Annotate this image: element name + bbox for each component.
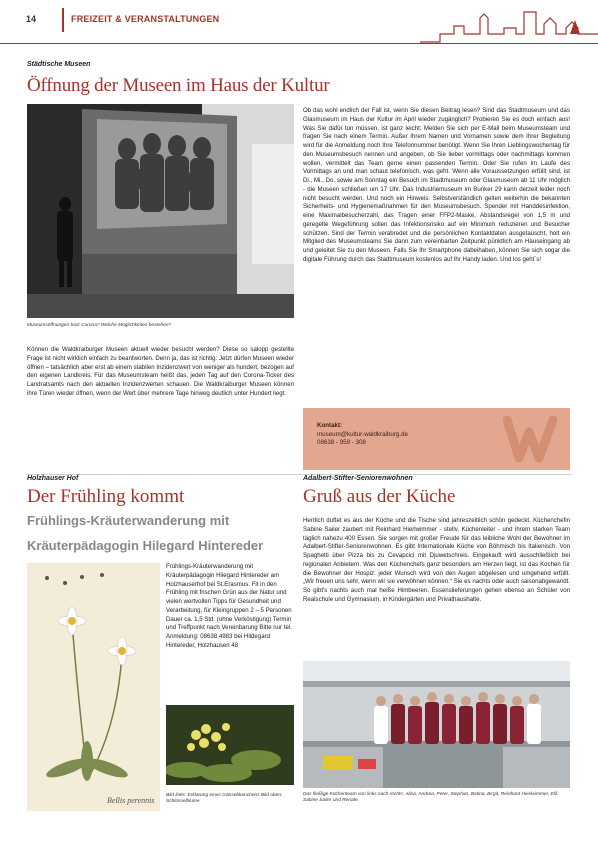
museum-photo — [27, 104, 294, 318]
museum-headline: Öffnung der Museen im Haus der Kultur — [27, 75, 330, 96]
museum-body-text: Ob das wohl endlich der Fall ist, wenn Sie diesen Beitrag lesen? Sind das Stadtmuseum und das Glasmuseum im Haus der Kultur im April wieder zugänglich? Probieren Sie es doch einfach aus! Was Sie dafür tun müssen, ist ganz leicht: Melden Sie sich per E-Mail beim Museumsteam und fragen Sie nach einem Termin. Außer Ihrem Namen und Vornamen sowie dem Ihrer Begleitung wird für die Anmeldung noch Ihre Telefonnummer benötigt. Wenn Sie Ihren Lieblingswochentag für den Museumsbesuch nennen und angeben, ob Sie lieber vormittags oder nachmittags kommen wollen, vermittelt das Team gerne einen passenden Termin. Oder Sie rufen im Laufe des Vormittags an und man schaut telefonisch, was geht. Wenn alle Voraussetzungen erfüllt sind, ist Di., Mi., Do. sowie am Sonntag ein Besuch im Stadtmuseum oder Glasmuseum ab 11 Uhr möglich - die Museen schließen um 17 Uhr. Das Industriemuseum im Bunker 29 kann derzeit leider noch nicht besucht werden. Und noch ein Hinweis: Selbstverständlich gelten weiterhin die bekannten Sicherheits- und Hygienemaßnahmen für den Museumsbesuch. Spender mit Handdesinfektion, eine Maximalbesucherzahl, das Tragen einer FFP2-Maske, Abstandsregel von 1,5 m und geregelte Wegeführung sollen das Infektionsrisiko auf ein Minimum reduzieren und Besucher schützen. Sind der Termin verabredet und die persönlichen Kontaktdaten ausgetauscht, holt ein Mitglied des Museumsteams Sie dann zum vereinbarten Zeitpunkt pünktlich am Hauseingang ab und geleitet Sie zu den Museen. Falls Sie Ihr Smartphone dabeihaben, können Sie sich sogar die digitale Führung durch das Stadtmuseum kostenlos auf Ihr Handy laden. Und los geht´s! — [303, 107, 570, 263]
section-title: FREIZEIT & VERANSTALTUNGEN — [71, 14, 220, 24]
kitchen-team-photo — [303, 661, 570, 788]
spring-photo-caption: Bild links: Erklärung eines Gänseblümchens Bild oben: Schlüsselblume — [166, 793, 283, 805]
spring-headline: Der Frühling kommt — [27, 486, 185, 507]
spring-kicker: Holzhauser Hof — [27, 475, 79, 482]
contact-email[interactable]: museum@kultur-waldkraiburg.de — [317, 430, 408, 438]
contact-phone: 08638 - 959 - 308 — [317, 439, 366, 447]
kitchen-headline: Gruß aus der Küche — [303, 486, 456, 507]
waldkraiburg-logo-icon — [503, 414, 563, 464]
spring-subhead-2: Kräuterpädagogin Hilegard Hintereder — [27, 538, 264, 553]
kitchen-photo-caption: Das fleißige Küchenteam von links nach rechts: Alina, Andrea, Peter, Stephan, Betina, Birgit, Reinhard Hierlwimmer, Elif, Sabine Sailer und Renate. — [303, 792, 559, 804]
header-divider — [62, 8, 64, 32]
page-header — [0, 0, 598, 40]
museum-kicker: Städtische Museen — [27, 61, 91, 68]
page-number: 14 — [26, 14, 37, 24]
museum-photo-caption: Museumsöffnungen trotz Corona? Welche Möglichkeiten bestehen? — [27, 323, 172, 328]
spring-body-text: Frühlings-Kräuterwanderung mit Kräuterpädagogin Hilegard Hintereder am Holzhauserhof bei St.Erasmus. Fit in den Frühling mit frischen Grün aus der Natur und vielen wertvollen Tipps für Gesundheit und Verarbeitung, für Kleingruppen 2 – 5 Personen Dauer ca. 1,5 Std. (ohne Verköstigung) Termin und Treffpunkt nach Vereinbarung Bitte nur tel. Anmeldung: 08638 4983 bei Hildegard Hintereder, Holzhausen 48 — [166, 563, 292, 649]
daisy-label: Bellis perennis — [107, 796, 155, 805]
town-skyline-icon — [420, 4, 598, 44]
contact-title: Kontakt: — [317, 422, 343, 429]
contact-box — [303, 408, 570, 470]
kitchen-kicker: Adalbert-Stifter-Seniorenwohnen — [303, 475, 413, 482]
kitchen-body-text: Herrlich duftet es aus der Küche und die Tische sind jahreszeitlich schön gedeckt. Küchenchefin Sabine Sailer zaubert mit Reinhard Hierlwimmer - stellv. Küchenleiter - und ihrem starken Team täglich nahezu 400 Essen. Sie sorgen mit großer Freude für das leibliche Wohl der Bewohner im Adalbert-Stifter-Seniorenwohnen. Es gibt Internationale Küche von Böhmisch bis Italienisch. Von Spaghetti über Pizza bis zu Cevapcici mit Djuwetschreis. Eingekauft wird ausschließlich bei regionalen Anbietern. Was den Küchenchefs ganz besonders am Herzen liegt, ist das Kochen für die Bewohner der Hospiz: jeder Wunsch wird von den Augen abgelesen und umgehend erfüllt. „Wir freuen uns sehr, wenn wir sie verwöhnen können.“ Sie es nachts oder auch saisonabgewandt. So gibt's nachts auch mal heiße Himbeeren. Essenslieferungen gehen ebenso an Schüler von Realschule und Gymnasium, in Kindergärten und Privathaushalte. — [303, 517, 570, 603]
section-divider — [26, 474, 572, 475]
museum-intro-text: Können die Waldkraiburger Museen aktuell wieder besucht werden? Diese so salopp gestellte Frage ist nicht wirklich einfach zu beantworten. Denn ja, das ist richtig: Jetzt dürfen Museen wieder öffnen – tatsächlich aber erst ab einem stabilen Inzidenzwert von weniger als hundert, bezogen auf den eigenen Landkreis. Für das Museumsteam heißt das, jeden Tag auf den Corona-Ticker des Landratsamts nach den aktuellen Inzidenzwerten schauen. Die Waldkraiburger Museen können ihre Türen wieder öffnen, wenn der Wert über mehrere Tage hinweg deutlich unter Hundert liegt. — [27, 346, 294, 397]
daisy-illustration — [27, 563, 160, 811]
primrose-photo — [166, 705, 294, 785]
header-rule — [0, 43, 598, 44]
spring-subhead-1: Frühlings-Kräuterwanderung mit — [27, 513, 230, 528]
